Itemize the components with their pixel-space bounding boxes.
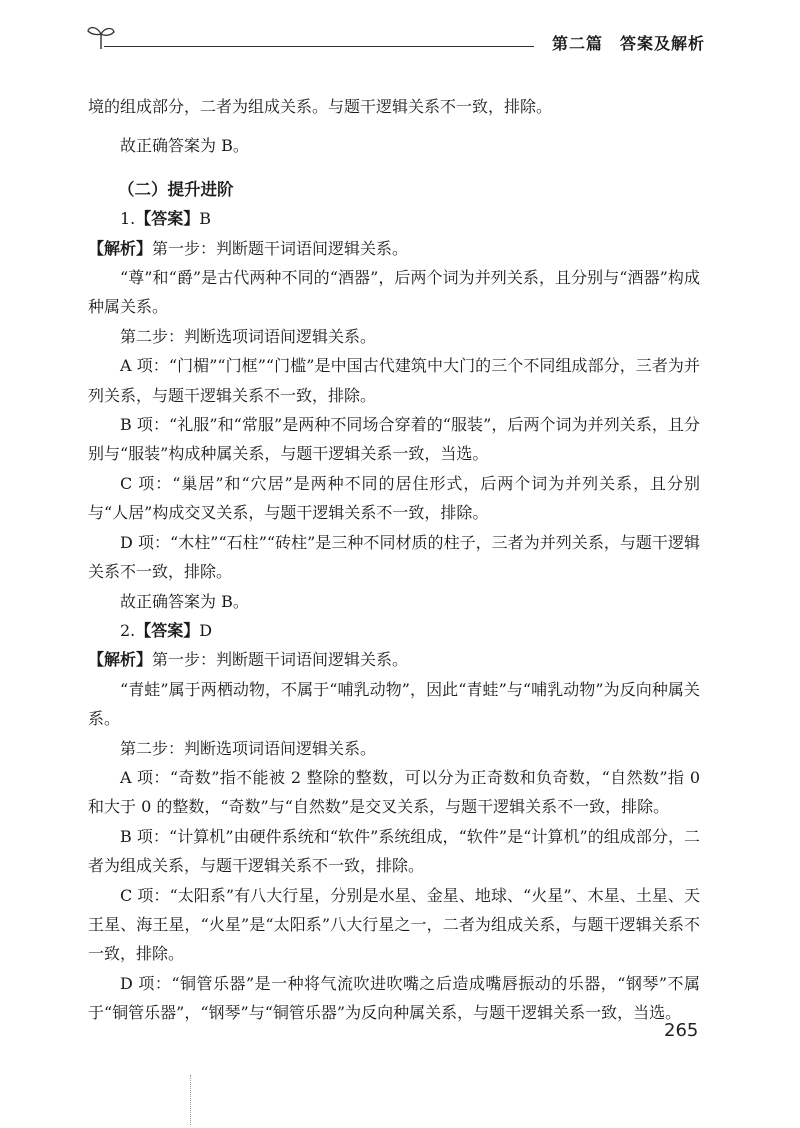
q1-stem: “尊”和“爵”是古代两种不同的“酒器”，后两个词为并列关系，且分别与“酒器”构成种属关系。 [88, 268, 700, 317]
q2-stem: “青蛙”属于两栖动物，不属于“哺乳动物”，因此“青蛙”与“哺乳动物”为反向种属关系。 [88, 679, 700, 729]
q2-option-b: B 项：“计算机”由硬件系统和“软件”系统组成，“软件”是“计算机”的组成部分，二者为组成关系，与题干逻辑关系不一致，排除。 [88, 826, 700, 876]
q1-option-b: B 项：“礼服”和“常服”是两种不同场合穿着的“服装”，后两个词为并列关系，且分别与“服装”构成种属关系，与题干逻辑关系一致，当选。 [88, 415, 700, 464]
q1-option-d: D 项：“木柱”“石柱”“砖柱”是三种不同材质的柱子，三者为并列关系，与题干逻辑关系不一致，排除。 [88, 532, 700, 582]
q2-answer-tag: 【答案】 [135, 620, 200, 640]
section-heading: （二）提升进阶 [118, 179, 234, 199]
q2-number: 2. [120, 620, 136, 640]
q1-step1: 第一步：判断题干词语间逻辑关系。 [152, 238, 409, 258]
header-title: 第二篇 答案及解析 [552, 34, 706, 53]
q2-analysis-tag: 【解析】 [88, 650, 153, 670]
page-header [0, 0, 800, 60]
q1-option-a: A 项：“门楣”“门框”“门槛”是中国古代建筑中大门的三个不同组成部分，三者为并列关系，与题干逻辑关系不一致，排除。 [88, 356, 700, 405]
q1-conclusion: 故正确答案为 B。 [120, 591, 249, 611]
q1-answer-line [88, 204, 700, 233]
q2-option-c: C 项：“太阳系”有八大行星，分别是水星、金星、地球、“火星”、木星、土星、天王星、海王星，“火星”是“太阳系”八大行星之一，二者为组成关系，与题干逻辑关系不一致，排除。 [88, 885, 700, 964]
q2-analysis-line [88, 645, 700, 674]
q2-answer-line [88, 616, 700, 645]
q1-answer-tag: 【答案】 [135, 209, 200, 229]
conclusion: 故正确答案为 B。 [120, 136, 249, 156]
q2-option-d: D 项：“铜管乐器”是一种将气流吹进吹嘴之后造成嘴唇振动的乐器，“钢琴”不属于“铜管乐器”，“钢琴”与“铜管乐器”为反向种属关系，与题干逻辑关系一致，当选。 [88, 973, 700, 1023]
page-content [88, 92, 700, 1028]
header-rule [104, 46, 534, 47]
q1-step2: 第二步：判断选项词语间逻辑关系。 [120, 326, 377, 346]
q2-step1: 第一步：判断题干词语间逻辑关系。 [152, 650, 409, 670]
page-number: 265 [664, 1020, 699, 1041]
q1-answer: B [199, 209, 212, 229]
q2-answer: D [199, 620, 213, 640]
q1-analysis-line [88, 234, 700, 263]
q2-step2: 第二步：判断选项词语间逻辑关系。 [120, 738, 377, 758]
q2-option-a: A 项：“奇数”指不能被 2 整除的整数，可以分为正奇数和负奇数，“自然数”指 0 和大于 0 的整数，“奇数”与“自然数”是交叉关系，与题干逻辑关系不一致，排除。 [88, 767, 700, 817]
q1-analysis-tag: 【解析】 [88, 238, 153, 258]
q1-option-c: C 项：“巢居”和“穴居”是两种不同的居住形式，后两个词为并列关系，且分别与“人居”构成交叉关系，与题干逻辑关系不一致，排除。 [88, 473, 700, 523]
gutter-divider [190, 1075, 193, 1125]
paragraph: 境的组成部分，二者为组成关系。与题干逻辑关系不一致，排除。 [88, 97, 553, 116]
q1-number: 1. [120, 209, 136, 229]
